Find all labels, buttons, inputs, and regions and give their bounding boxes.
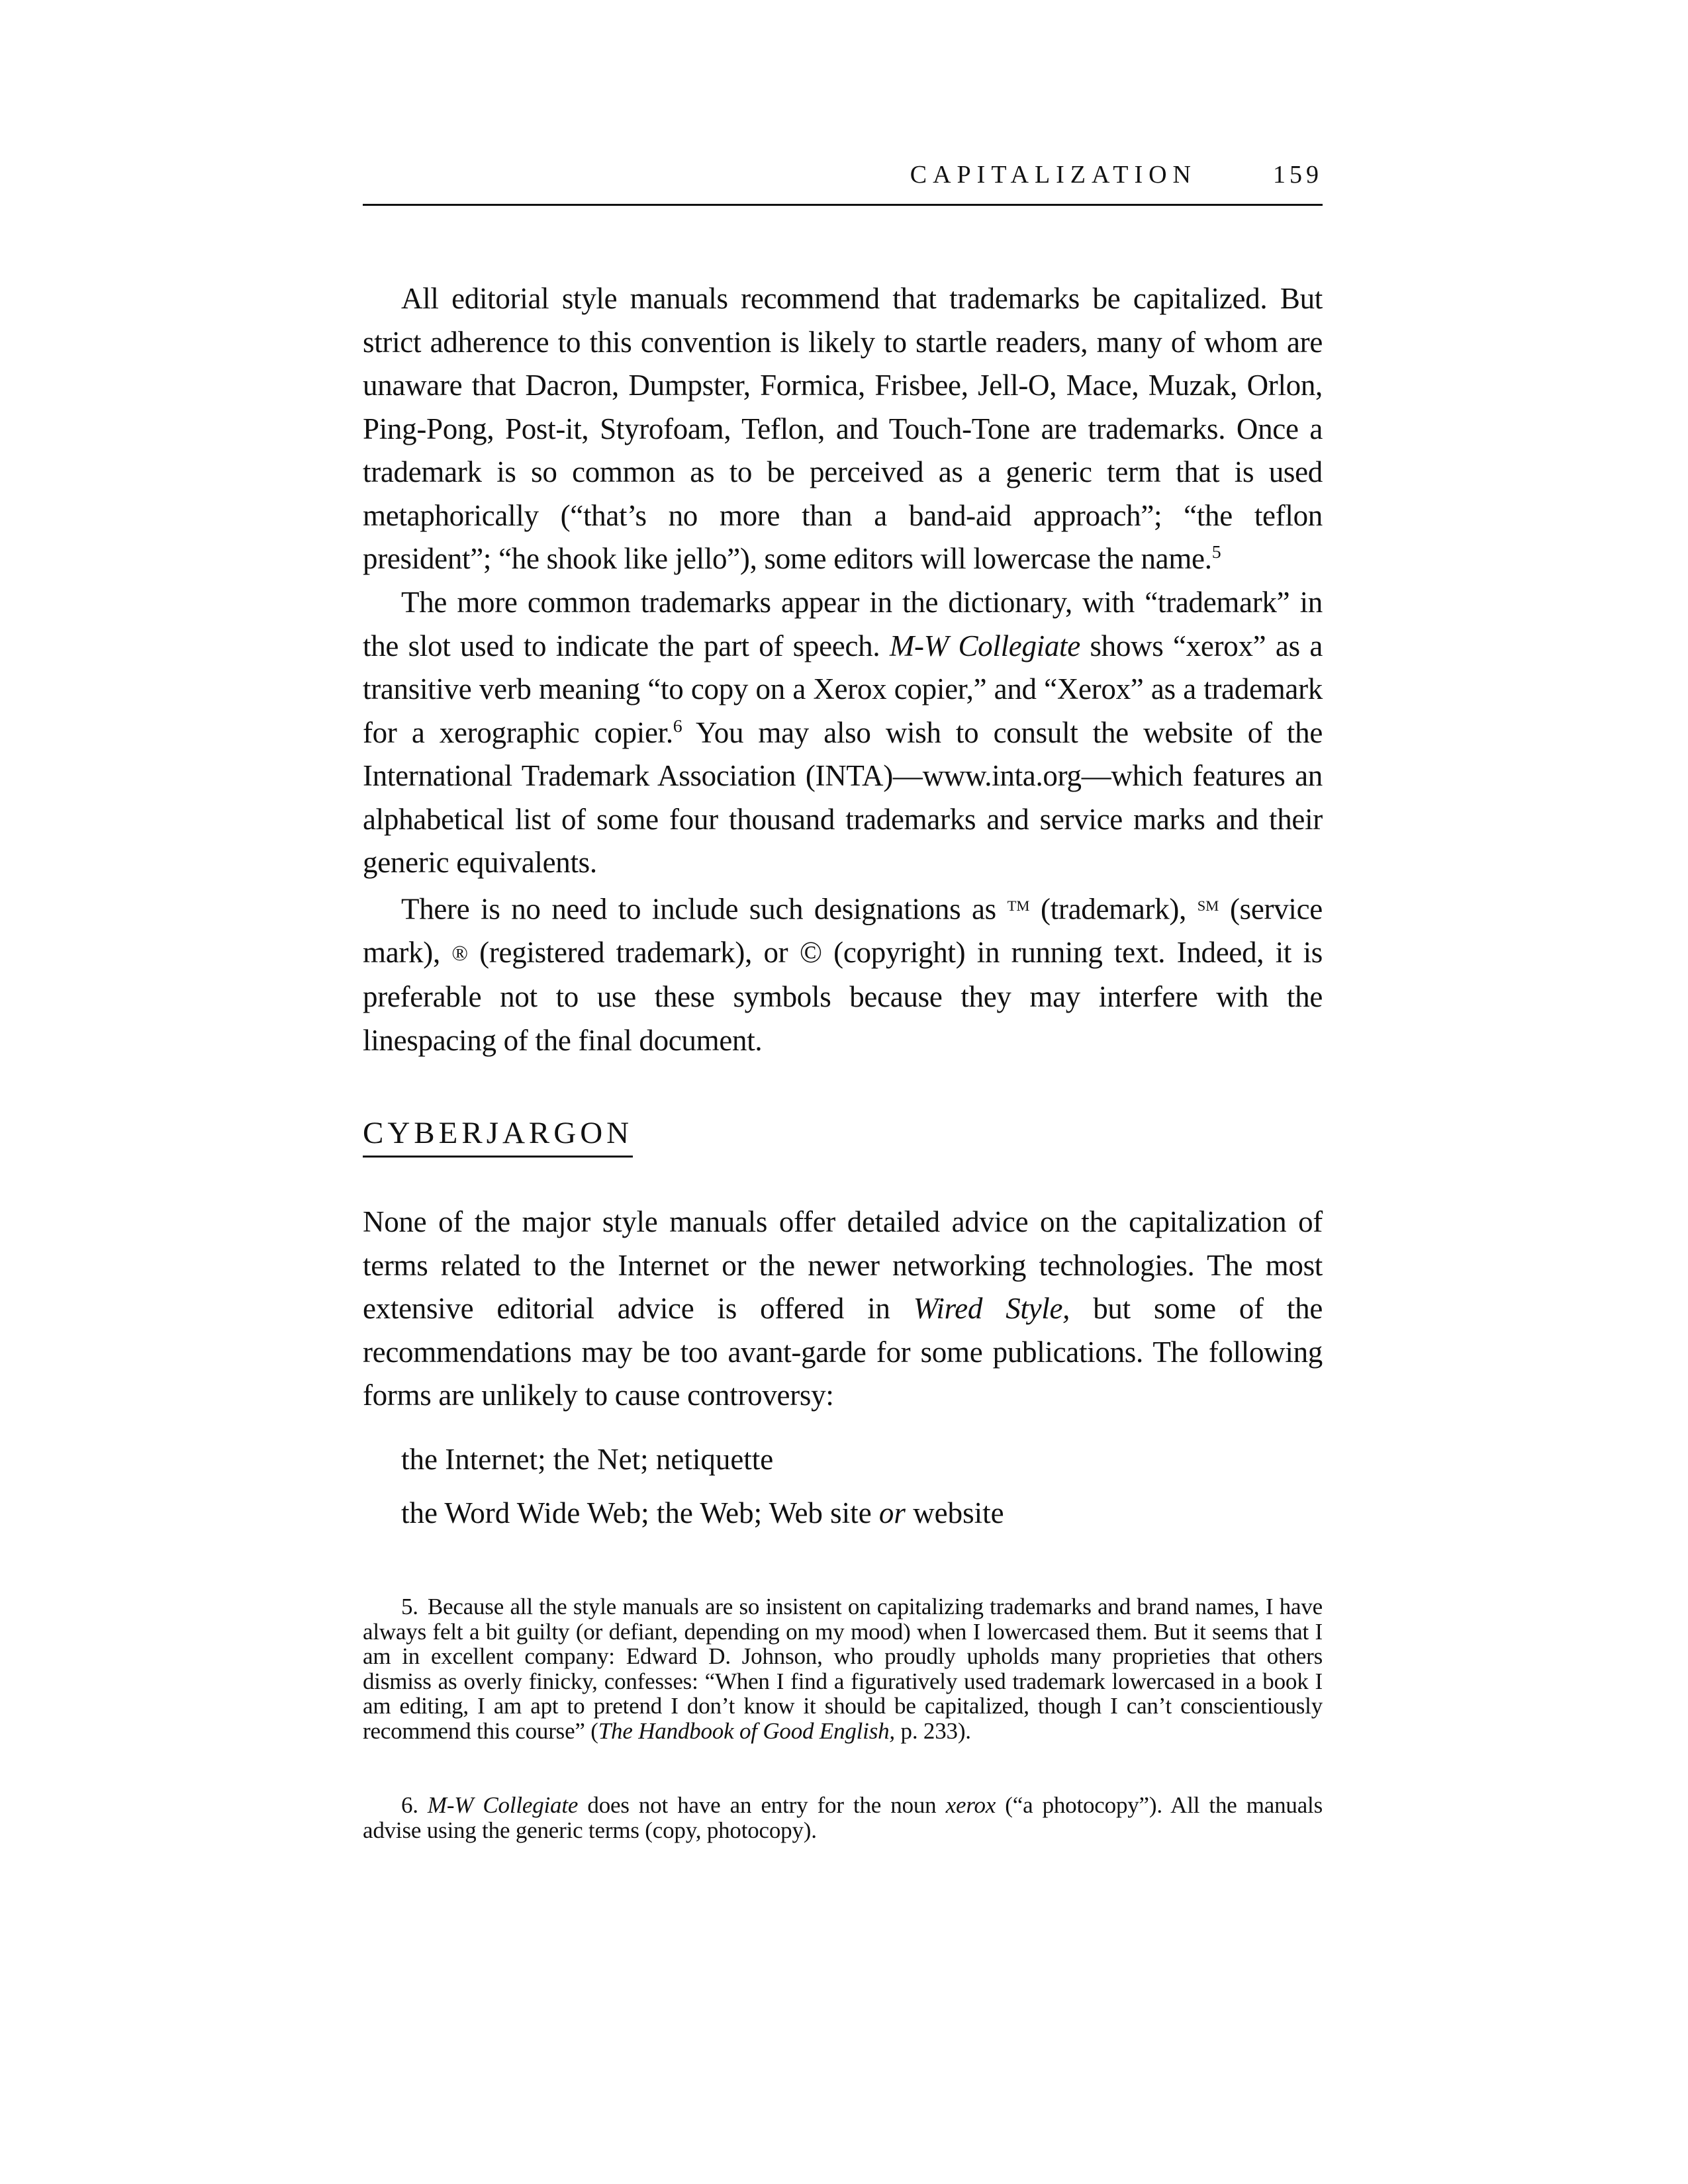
footnote-6 [363,1793,1323,1843]
paragraph-2-italic-title: M-W Collegiate [889,629,1080,662]
footnote-5-italic-title: The Handbook of Good English, [598,1717,895,1744]
footnote-6-number: 6. [401,1792,418,1818]
footnote-6-part-2: (“a photocopy”). All the manuals advise using the generic terms (copy, photocopy). [363,1792,1323,1843]
paragraph-4-part-1: None of the major style manuals offer detailed advice on the capitalization of terms related to the Internet or the newer networking technologies. The most extensive editorial advice is offered in [363,1205,1323,1325]
paragraph-trademark-symbols [363,884,1323,1062]
footnote-5-number: 5. [401,1594,418,1619]
registered-trademark-symbol: ® [451,941,468,966]
service-mark-symbol: SM [1197,897,1219,914]
paragraph-4-part-2: but some of the recommendations may be too avant-garde for some publications. The following forms are unlikely to cause controversy: [363,1292,1323,1412]
paragraph-2-part-1: The more common trademarks appear in the dictionary, with “trademark” in the slot used to indicate the part of speech. [363,586,1323,662]
paragraph-3-part-4: (registered trademark), or © (copyright) in running text. Indeed, it is preferable not to use these symbols because they may interfere with the linespacing of the final document. [363,935,1323,1057]
footnote-reference-5: 5 [1211,542,1221,563]
page-number: 159 [1273,161,1323,189]
paragraph-3-part-2: (trademark), [1029,892,1197,926]
footnote-5-part-1: Because all the style manuals are so insistent on capitalizing trademarks and brand names, I have always felt a bit guilty (or defiant, depending on my mood) when I lowercased them. But it seems that I am in excellent company: Edward D. Johnson, who proudly upholds many proprieties that others dismiss as overly finicky, confesses: “When I find a figuratively used trademark lowercased in a book I am editing, I am apt to pretend I don’t know it should be capitalized, though I can’t conscientiously recommend this course” ( [363,1594,1323,1744]
running-head-title: CAPITALIZATION [910,161,1197,189]
paragraph-1-text: All editorial style manuals recommend that trademarks be capitalized. But strict adherence to this convention is likely to startle readers, many of whom are unaware that Dacron, Dumpster, Formica, Frisbee, Jell-O, Mace, Muzak, Orlon, Ping-Pong, Post-it, Styrofoam, Teflon, and Touch-Tone are trademarks. Once a trademark is so common as to be perceived as a generic term that is used metaphorically (“that’s no more than a band-aid approach”; “the teflon president”; “he shook like jello”), some editors will lowercase the name. [363,282,1323,575]
paragraph-trademarks-capitalized [363,277,1323,581]
paragraph-3-part-1: There is no need to include such designations as [401,892,1008,926]
footnote-reference-6: 6 [673,715,682,737]
example-line-web-part-1: the Word Wide Web; the Web; Web site [401,1496,879,1529]
paragraph-4-italic-title: Wired Style, [913,1292,1070,1325]
footnote-6-italic-title: M-W Collegiate [427,1792,579,1818]
footnote-5-part-2: p. 233). [894,1717,971,1744]
paragraph-2-part-2: shows “xerox” as a transitive verb meaning “to copy on a Xerox copier,” and “Xerox” as a trademark for a xerographic copier. [363,629,1323,749]
running-header [363,156,1323,206]
example-line-web-part-2: website [905,1496,1004,1529]
example-line-web [401,1494,1004,1532]
paragraph-3-part-3: (service mark), [363,892,1323,969]
example-line-internet: the Internet; the Net; netiquette [401,1443,774,1476]
section-heading-cyberjargon: CYBERJARGON [363,1115,633,1158]
paragraph-2-part-3: You may also wish to consult the website of the International Trademark Association (INTA)—www.inta.org—which features an alphabetical list of some four thousand trademarks and service marks and their generic equivalents. [363,715,1323,879]
footnote-6-part-1: does not have an entry for the noun [578,1792,946,1818]
example-line-web-or: or [878,1496,906,1529]
paragraph-cyberjargon-advice [363,1201,1323,1418]
footnote-6-italic-word: xerox [945,1792,996,1818]
trademark-symbol: TM [1007,897,1030,914]
paragraph-dictionary-trademarks [363,581,1323,885]
footnote-5 [363,1594,1323,1744]
